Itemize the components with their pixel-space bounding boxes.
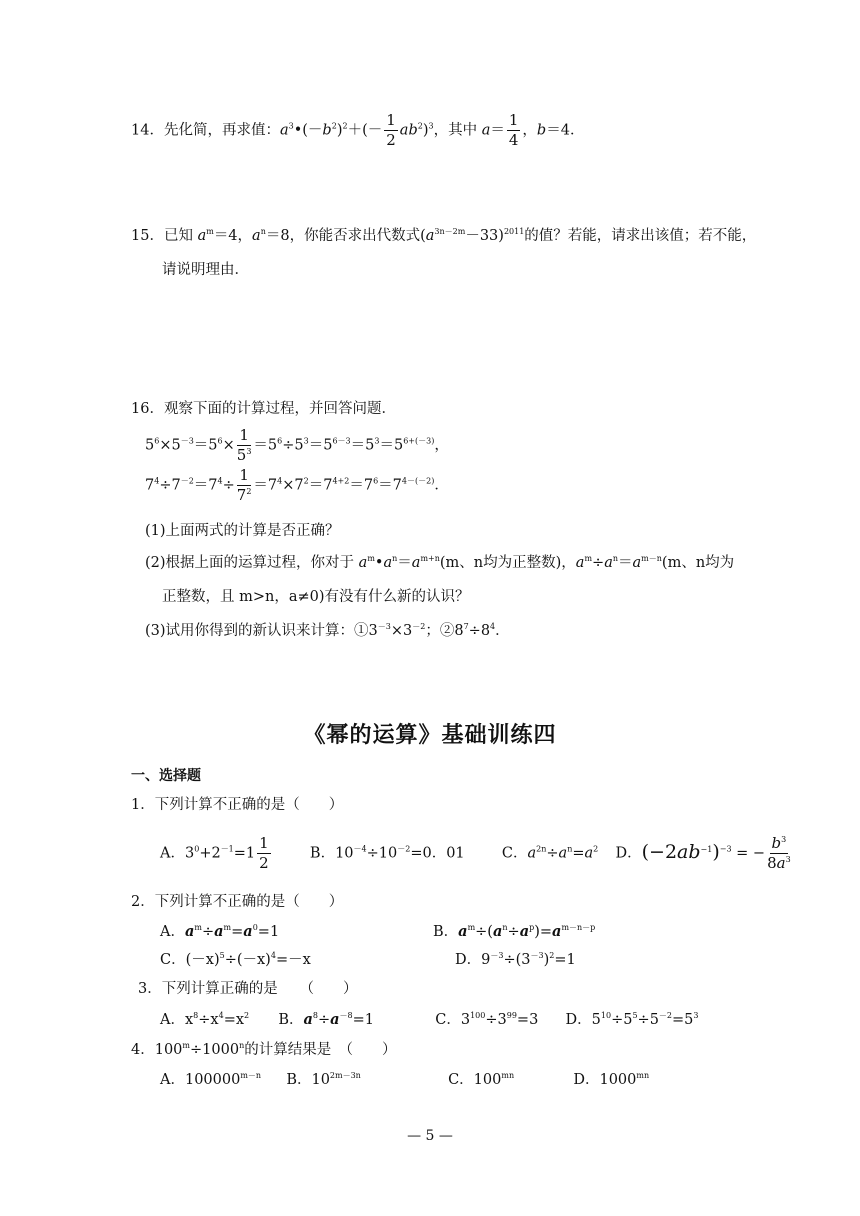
mc-q4-stem-prefix: 4． [131,1042,155,1058]
mc-q4-stem: 4．$100^m\div 1000^n$的计算结果是 （ ） [131,1041,397,1058]
mc-q3-stem: 3．下列计算正确的是 （ ） [138,981,358,997]
problem-16-q2-line2: 正整数，且 m>n，a≠0)有没有什么新的认识？ [162,589,470,605]
problem-16-q2-text-b: (m、n均为正整数)， [439,555,576,571]
mc-q1-option-a-label: A． [160,845,185,862]
problem-14-text-4: ． [569,122,585,139]
mc-q3-option-c-label: C． [435,1012,461,1028]
mc-q3-option-d-label: D． [565,1012,592,1028]
mc-q2-option-c-label: C． [160,952,186,968]
mc-q2-option-a: A．$a^m\div a^m=a^0=1$ [160,923,280,940]
mc-q2-option-b-label: B． [433,924,459,940]
problem-15-text-3: ＝8，你能否求出代数式( [265,228,426,244]
mc-q2-option-d-label: D． [455,952,482,968]
mc-q1-option-b-label: B． [309,845,336,862]
problem-14: 14．先化简，再求值：$a^3•(-b^2)^2+(-$ $\frac{1}{2}$ $ab^2)^3$，其中 a＝ $\frac{1}{4}$ ，b＝4． [131,111,585,149]
problem-16-q3-text-c: ． [495,623,510,639]
problem-16-q3-text-a: (3)试用你得到的新认识来计算：① [145,623,369,639]
problem-15-text-4: －33) [465,228,504,244]
mc-q1-option-d-label: D． [615,845,642,862]
problem-16-q3: (3)试用你得到的新认识来计算：$①3^{-3}\times 3^{-2}$；$②8^7\div 8^4$． [145,622,510,639]
problem-16-q2-text-c: (m、n均为 [661,555,735,571]
mc-q4-option-d-label: D． [573,1072,600,1088]
mc-q4-option-c-label: C． [448,1072,474,1088]
problem-14-text-3: ， [522,122,537,139]
problem-16-q3-text-b: ；② [425,623,455,639]
problem-16-q2-line1: (2)根据上面的运算过程，你对于 $a^m•a^n=a^{m+n}(m$、n均为正整数)，$a^m\div a^n=a^{m-n}(m$、n均为 [145,554,735,571]
problem-15-text-1: 15．已知 [131,228,198,244]
problem-14-text: 14．先化简，再求值： [131,122,280,139]
problem-16-q2-text-a: (2)根据上面的运算过程，你对于 [145,555,355,571]
mc-q3-options: A．$x^8\div x^4=x^2$ B．$a^8\div a^{-8}=1$ C．$3^{100}\div 3^{99}=3$ D．$5^{10}\div 5^5\div 5^{-2}=5^3$ [160,1011,699,1028]
problem-16-eq2: $7^4\div 7^{-2}=7^4\div$ $\frac{1}{7^2}$ $=7^4\times 7^2=7^{4+2}=7^6=7^{4-(-2)}$． [145,466,449,504]
problem-14-text-2: ，其中 [433,122,482,139]
page-number: — 5 — [407,1128,453,1144]
mc-q3-option-a-label: A． [160,1012,185,1028]
problem-15-text-2: ＝4， [213,228,253,244]
mc-q2-option-a-label: A． [160,924,185,940]
exercise-heading: 《幂的运算》基础训练四 [303,723,557,748]
problem-15-line2: 请说明理由． [162,262,249,278]
mc-q4-option-b-label: B． [286,1072,312,1088]
problem-16-title: 16．观察下面的计算过程，并回答问题． [131,401,396,417]
problem-16-eq1: $5^6\times 5^{-3}=5^6\times$ $\frac{1}{5^3}$ $=5^6\div 5^3=5^{6-3}=5^3=5^{6+(-3)}$， [145,426,449,464]
mc-q4-options: A．$100000^{m-n}$ B．$10^{2m-3n}$ C．$100^{mn}$ D．$1000^{mn}$ [160,1071,650,1088]
mc-q3-option-b-label: B． [278,1012,304,1028]
mc-q1-stem: 1．下列计算不正确的是（ ） [131,797,344,813]
mc-q4-stem-suffix: 的计算结果是 （ ） [244,1042,397,1058]
mc-q2-option-b: B．$a^m\div(a^n\div a^p)=a^{m-n-p}$ [433,923,596,940]
problem-16-q1: (1)上面两式的计算是否正确？ [145,523,340,539]
section-multiple-choice: 一、选择题 [131,768,201,784]
mc-q2-stem: 2．下列计算不正确的是（ ） [131,894,344,910]
problem-15-line1: 15．已知 $a^m=4$，$a^n=8$，你能否求出代数式$(a^{3n-2m}-33)^{2011}$的值？若能，请求出该值；若不能， [131,227,757,244]
mc-q1-option-c-label: C． [501,845,528,862]
mc-q2-option-d: D．$9^{-3}\div(3^{-3})^2=1$ [455,951,576,968]
mc-q2-option-c: C．$(-x)^5\div(-x)^4=-x$ [160,951,311,968]
problem-15-text-5: 的值？若能，请求出该值；若不能， [524,228,757,244]
mc-q4-option-a-label: A． [160,1072,185,1088]
mc-q1-options: A．$3^0+2^{-1}=1$ $\frac{1}{2}$ B．$10^{-4}\div 10^{-2}=0$．01 C．$a^{2n}\div a^n=a^2$ D．$(-2ab^{-1})^{-3}$ = − $\frac{b^3}{8a^3}$ [160,834,791,872]
